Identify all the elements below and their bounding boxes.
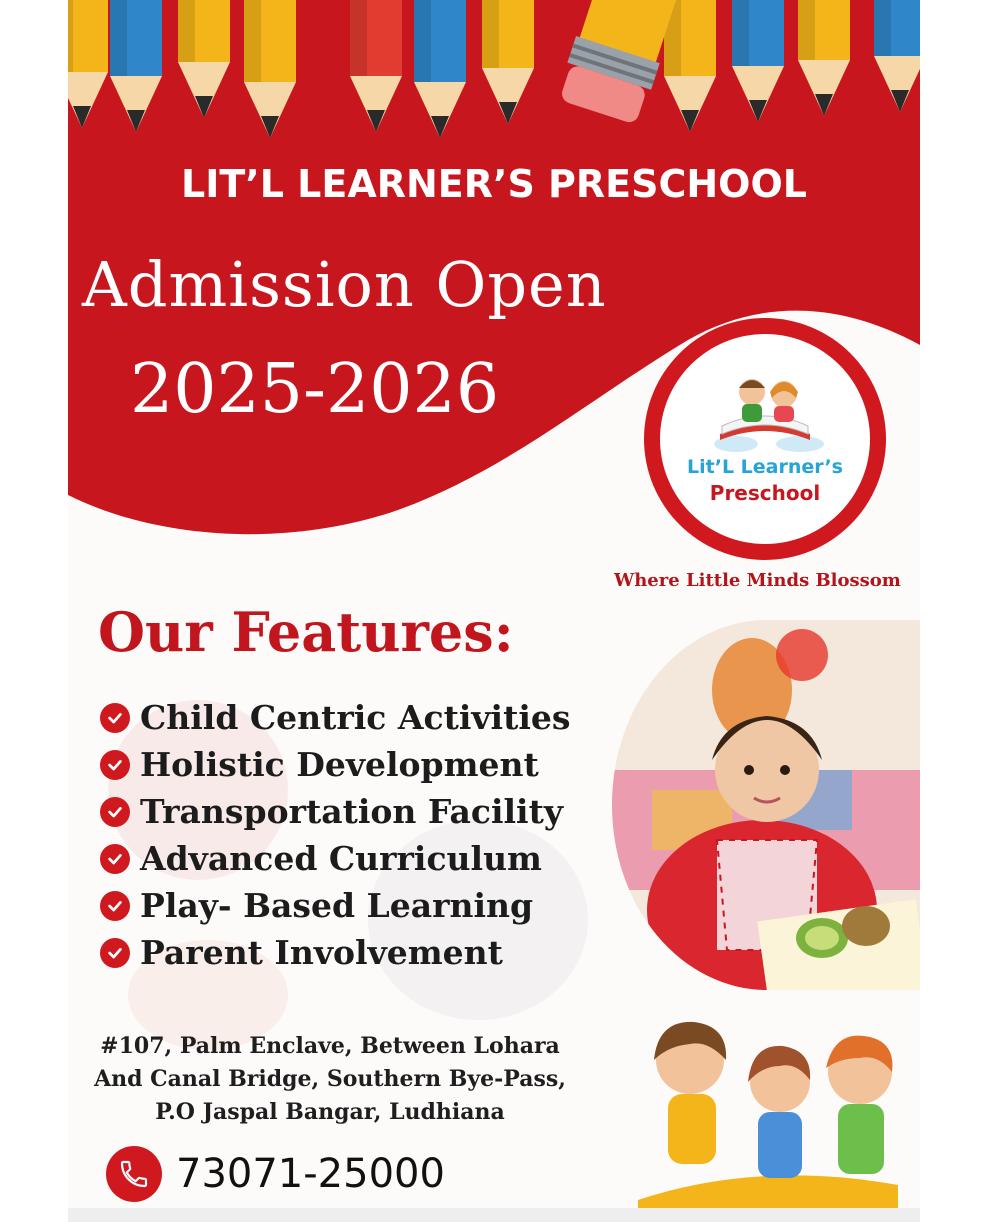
logo-inner	[660, 334, 870, 544]
address	[70, 1030, 590, 1129]
tagline: Where Little Minds Blossom	[614, 570, 901, 591]
check-icon	[100, 750, 130, 780]
feature-item	[100, 694, 570, 741]
logo-name: Lit’L Learner’s	[687, 456, 843, 478]
pencil-icon	[178, 0, 230, 118]
pencil-icon	[110, 0, 162, 132]
pencil-icon	[244, 0, 296, 138]
feature-label: Advanced Curriculum	[140, 839, 542, 878]
logo-subtitle: Preschool	[709, 481, 821, 505]
pencil-icon	[414, 0, 466, 138]
features-heading: Our Features:	[98, 600, 514, 664]
phone-number[interactable]: 73071-25000	[176, 1151, 445, 1197]
address-line: And Canal Bridge, Southern Bye-Pass,	[94, 1066, 566, 1092]
phone-icon	[106, 1146, 162, 1202]
feature-label: Holistic Development	[140, 745, 539, 784]
feature-item	[100, 929, 570, 976]
feature-item	[100, 835, 570, 882]
check-icon	[100, 703, 130, 733]
pencil-icon	[732, 0, 784, 122]
pencil-icon	[350, 0, 402, 132]
pencil-border	[68, 0, 920, 165]
feature-item	[100, 882, 570, 929]
child-reading-illustration	[612, 620, 920, 990]
check-icon	[100, 938, 130, 968]
check-icon	[100, 891, 130, 921]
kids-reading-book-icon	[660, 334, 870, 454]
pencil-icon	[482, 0, 534, 124]
pencil-icon	[68, 0, 108, 128]
feature-item	[100, 788, 570, 835]
child-photo	[612, 620, 920, 990]
school-logo	[644, 318, 886, 560]
feature-label: Parent Involvement	[140, 933, 503, 972]
check-icon	[100, 844, 130, 874]
bottom-strip	[68, 1208, 920, 1222]
features-list	[100, 694, 570, 976]
check-icon	[100, 797, 130, 827]
headline: Admission Open	[82, 248, 607, 321]
admission-poster	[68, 0, 920, 1222]
pencil-icon	[874, 0, 920, 112]
school-name: LIT’L LEARNER’S PRESCHOOL	[181, 162, 807, 206]
pencil-icon	[798, 0, 850, 116]
feature-label: Play- Based Learning	[140, 886, 534, 925]
phone-contact[interactable]	[106, 1146, 445, 1202]
feature-item	[100, 741, 570, 788]
session-year: 2025-2026	[130, 350, 500, 429]
address-line: P.O Jaspal Bangar, Ludhiana	[155, 1099, 505, 1125]
address-line: #107, Palm Enclave, Between Lohara	[100, 1033, 560, 1059]
feature-label: Transportation Facility	[140, 792, 563, 831]
cartoon-kids-illustration	[598, 1010, 920, 1210]
feature-label: Child Centric Activities	[140, 698, 571, 737]
pencil-icon	[664, 0, 716, 132]
